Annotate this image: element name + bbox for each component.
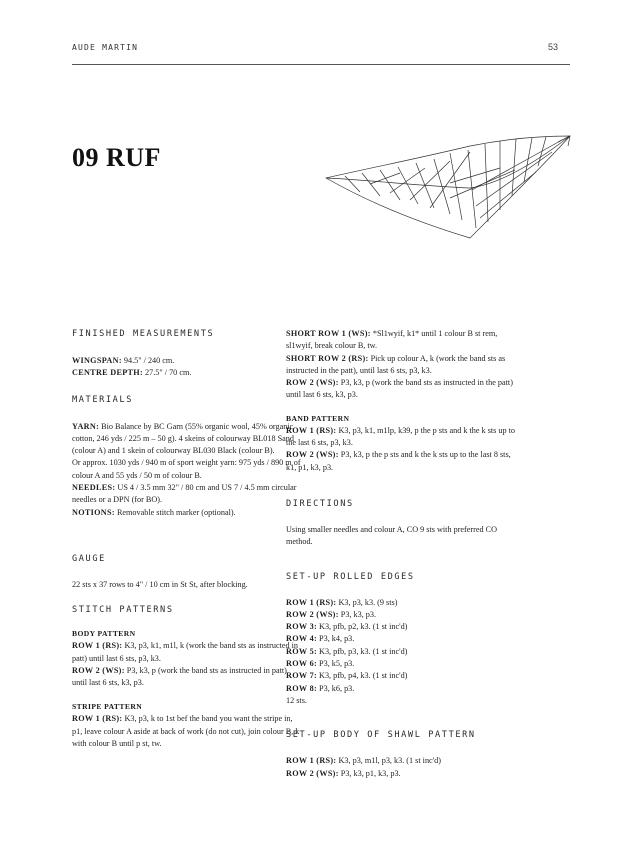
row-text: Pick up colour A, k (work the band sts as instructed in the patt), until last 6 sts, p3, k3.: [286, 353, 506, 375]
yarn-text: Bio Balance by BC Garn (55% organic wool, 45% organic cotton, 246 yds / 225 m – 50 g). 4 skeins of colourway BL018 Sand (colour A) and 1 skein of colourway BL030 Black (colour B).: [72, 421, 294, 456]
rolled-edges-total: 12 sts.: [286, 695, 307, 705]
shawl-body-row-2: [286, 768, 516, 780]
wingspan-line: [72, 355, 302, 367]
band-pattern-row-2: [286, 449, 516, 474]
centre-depth-line: [72, 367, 302, 379]
running-header-author: AUDE MARTIN: [72, 43, 139, 52]
wingspan-label: WINGSPAN:: [72, 356, 122, 365]
wingspan-value: 94.5" / 240 cm.: [121, 356, 175, 365]
shawl-body-row-1: [286, 755, 516, 767]
rolled-edges-row: [286, 633, 516, 645]
row-text: P3, k3, p3.: [338, 609, 377, 619]
yarn-label: YARN:: [72, 421, 100, 431]
row-text: K3, pfb, p2, k3. (1 st inc'd): [317, 622, 408, 632]
needles-text: US 4 / 3.5 mm 32" / 80 cm and US 7 / 4.5 mm circular needles or a DPN (for BO).: [72, 483, 297, 505]
row-label: ROW 2 (WS):: [286, 609, 339, 619]
stitch-patterns-heading: STITCH PATTERNS: [72, 605, 174, 616]
row-label: ROW 2 (WS):: [286, 450, 339, 460]
page-number: 53: [548, 42, 559, 52]
row-text: K3, p3, k1, m1lp, k39, p the p sts and k the k sts up to the last 6 sts, p3, k3.: [286, 425, 515, 448]
rolled-edges-row: [286, 646, 516, 658]
yarn-paragraph: [72, 421, 302, 458]
notions-paragraph: [72, 507, 302, 519]
yarn-alternative-paragraph: Or approx. 1030 yds / 940 m of sport weight yarn: 975 yds / 890 m of colour A and 55 yds / 50 m of colour B.: [72, 458, 301, 480]
row-label: ROW 2 (WS):: [286, 378, 339, 388]
body-pattern-row-2: [72, 665, 302, 690]
rolled-edges-row: [286, 597, 516, 609]
right-column: [286, 328, 516, 780]
body-pattern-heading: BODY PATTERN: [72, 629, 136, 639]
notions-label: NOTIONS:: [72, 507, 115, 517]
rolled-edges-row: [286, 683, 516, 695]
row-label: ROW 5:: [286, 646, 317, 656]
shawl-body-heading: SET-UP BODY OF SHAWL PATTERN: [286, 730, 476, 741]
row-text: K3, p3, k to 1st bef the band you want the stripe in, p1, leave colour A aside at back of work (do not cut), join colour B, k with colour B until p st, tw.: [72, 714, 300, 749]
needles-label: NEEDLES:: [72, 483, 116, 493]
row-text: K3, p3, k3. (9 sts): [336, 597, 398, 607]
materials-heading: MATERIALS: [72, 394, 133, 405]
short-row-1: [286, 328, 516, 353]
row-2: [286, 377, 516, 402]
row-label: SHORT ROW 1 (WS):: [286, 329, 371, 338]
row-label: ROW 2 (WS):: [286, 768, 339, 778]
row-text: P3, k3, p1, k3, p3.: [338, 768, 401, 778]
centre-depth-label: CENTRE DEPTH:: [72, 368, 143, 378]
row-text: K3, pfb, p3, k3. (1 st inc'd): [317, 646, 408, 656]
shawl-schematic-illustration: [300, 128, 575, 243]
row-text: K3, pfb, p4, k3. (1 st inc'd): [317, 671, 408, 681]
row-label: SHORT ROW 2 (RS):: [286, 353, 369, 363]
needles-paragraph: [72, 482, 302, 507]
row-text: P3, k4, p3.: [317, 634, 355, 644]
row-label: ROW 1 (RS):: [72, 641, 123, 651]
centre-depth-value: 27.5" / 70 cm.: [143, 368, 192, 378]
finished-measurements-heading: FINISHED MEASUREMENTS: [72, 329, 215, 339]
row-text: K3, p3, m1l, p3, k3. (1 st inc'd): [336, 756, 441, 766]
notions-text: Removable stitch marker (optional).: [114, 507, 236, 517]
row-label: ROW 1 (RS):: [286, 597, 337, 607]
row-label: ROW 7:: [286, 671, 317, 681]
rolled-edges-row: [286, 609, 516, 621]
row-label: ROW 1 (RS):: [72, 714, 123, 724]
short-row-2: [286, 353, 516, 378]
row-label: ROW 2 (WS):: [72, 665, 125, 675]
row-text: *Sl1wyif, k1* until 1 colour B st rem, sl1wyif, break colour B, tw.: [286, 329, 498, 351]
gauge-heading: GAUGE: [72, 553, 106, 564]
row-text: P3, k3, p the p sts and k the k sts up to the last 8 sts, k1, p1, k3, p3.: [286, 450, 511, 472]
row-text: P3, k3, p (work the band sts as instructed in the patt) until last 6 sts, k3, p3.: [286, 378, 513, 400]
row-label: ROW 4:: [286, 634, 317, 644]
row-label: ROW 8:: [286, 683, 317, 693]
row-text: K3, p3, k1, m1l, k (work the band sts as instructed in patt) until last 6 sts, p3, k3.: [72, 641, 299, 663]
header-rule: [72, 64, 570, 65]
rolled-edges-row: [286, 670, 516, 682]
row-text: P3, k6, p3.: [317, 683, 355, 693]
row-label: ROW 6:: [286, 659, 317, 669]
directions-heading: DIRECTIONS: [286, 498, 354, 509]
row-text: P3, k3, p (work the band sts as instructed in patt) until last 6 sts, k3, p3.: [72, 665, 287, 688]
row-label: ROW 1 (RS):: [286, 425, 337, 435]
gauge-text: 22 sts x 37 rows to 4" / 10 cm in St St, after blocking.: [72, 579, 248, 589]
pattern-title: 09 RUF: [72, 143, 161, 172]
row-label: ROW 1 (RS):: [286, 756, 337, 766]
band-pattern-row-1: [286, 425, 516, 450]
rolled-edges-row: [286, 621, 516, 633]
stripe-pattern-heading: STRIPE PATTERN: [72, 702, 143, 712]
directions-text: Using smaller needles and colour A, CO 9 sts with preferred CO method.: [286, 524, 498, 547]
rolled-edges-heading: SET-UP ROLLED EDGES: [286, 571, 415, 582]
row-label: ROW 3:: [286, 622, 317, 632]
rolled-edges-row: [286, 658, 516, 670]
left-column: [72, 328, 302, 750]
body-pattern-row-1: [72, 640, 302, 665]
stripe-pattern-row-1: [72, 713, 302, 750]
band-pattern-heading: BAND PATTERN: [286, 413, 350, 423]
row-text: P3, k5, p3.: [317, 659, 355, 669]
